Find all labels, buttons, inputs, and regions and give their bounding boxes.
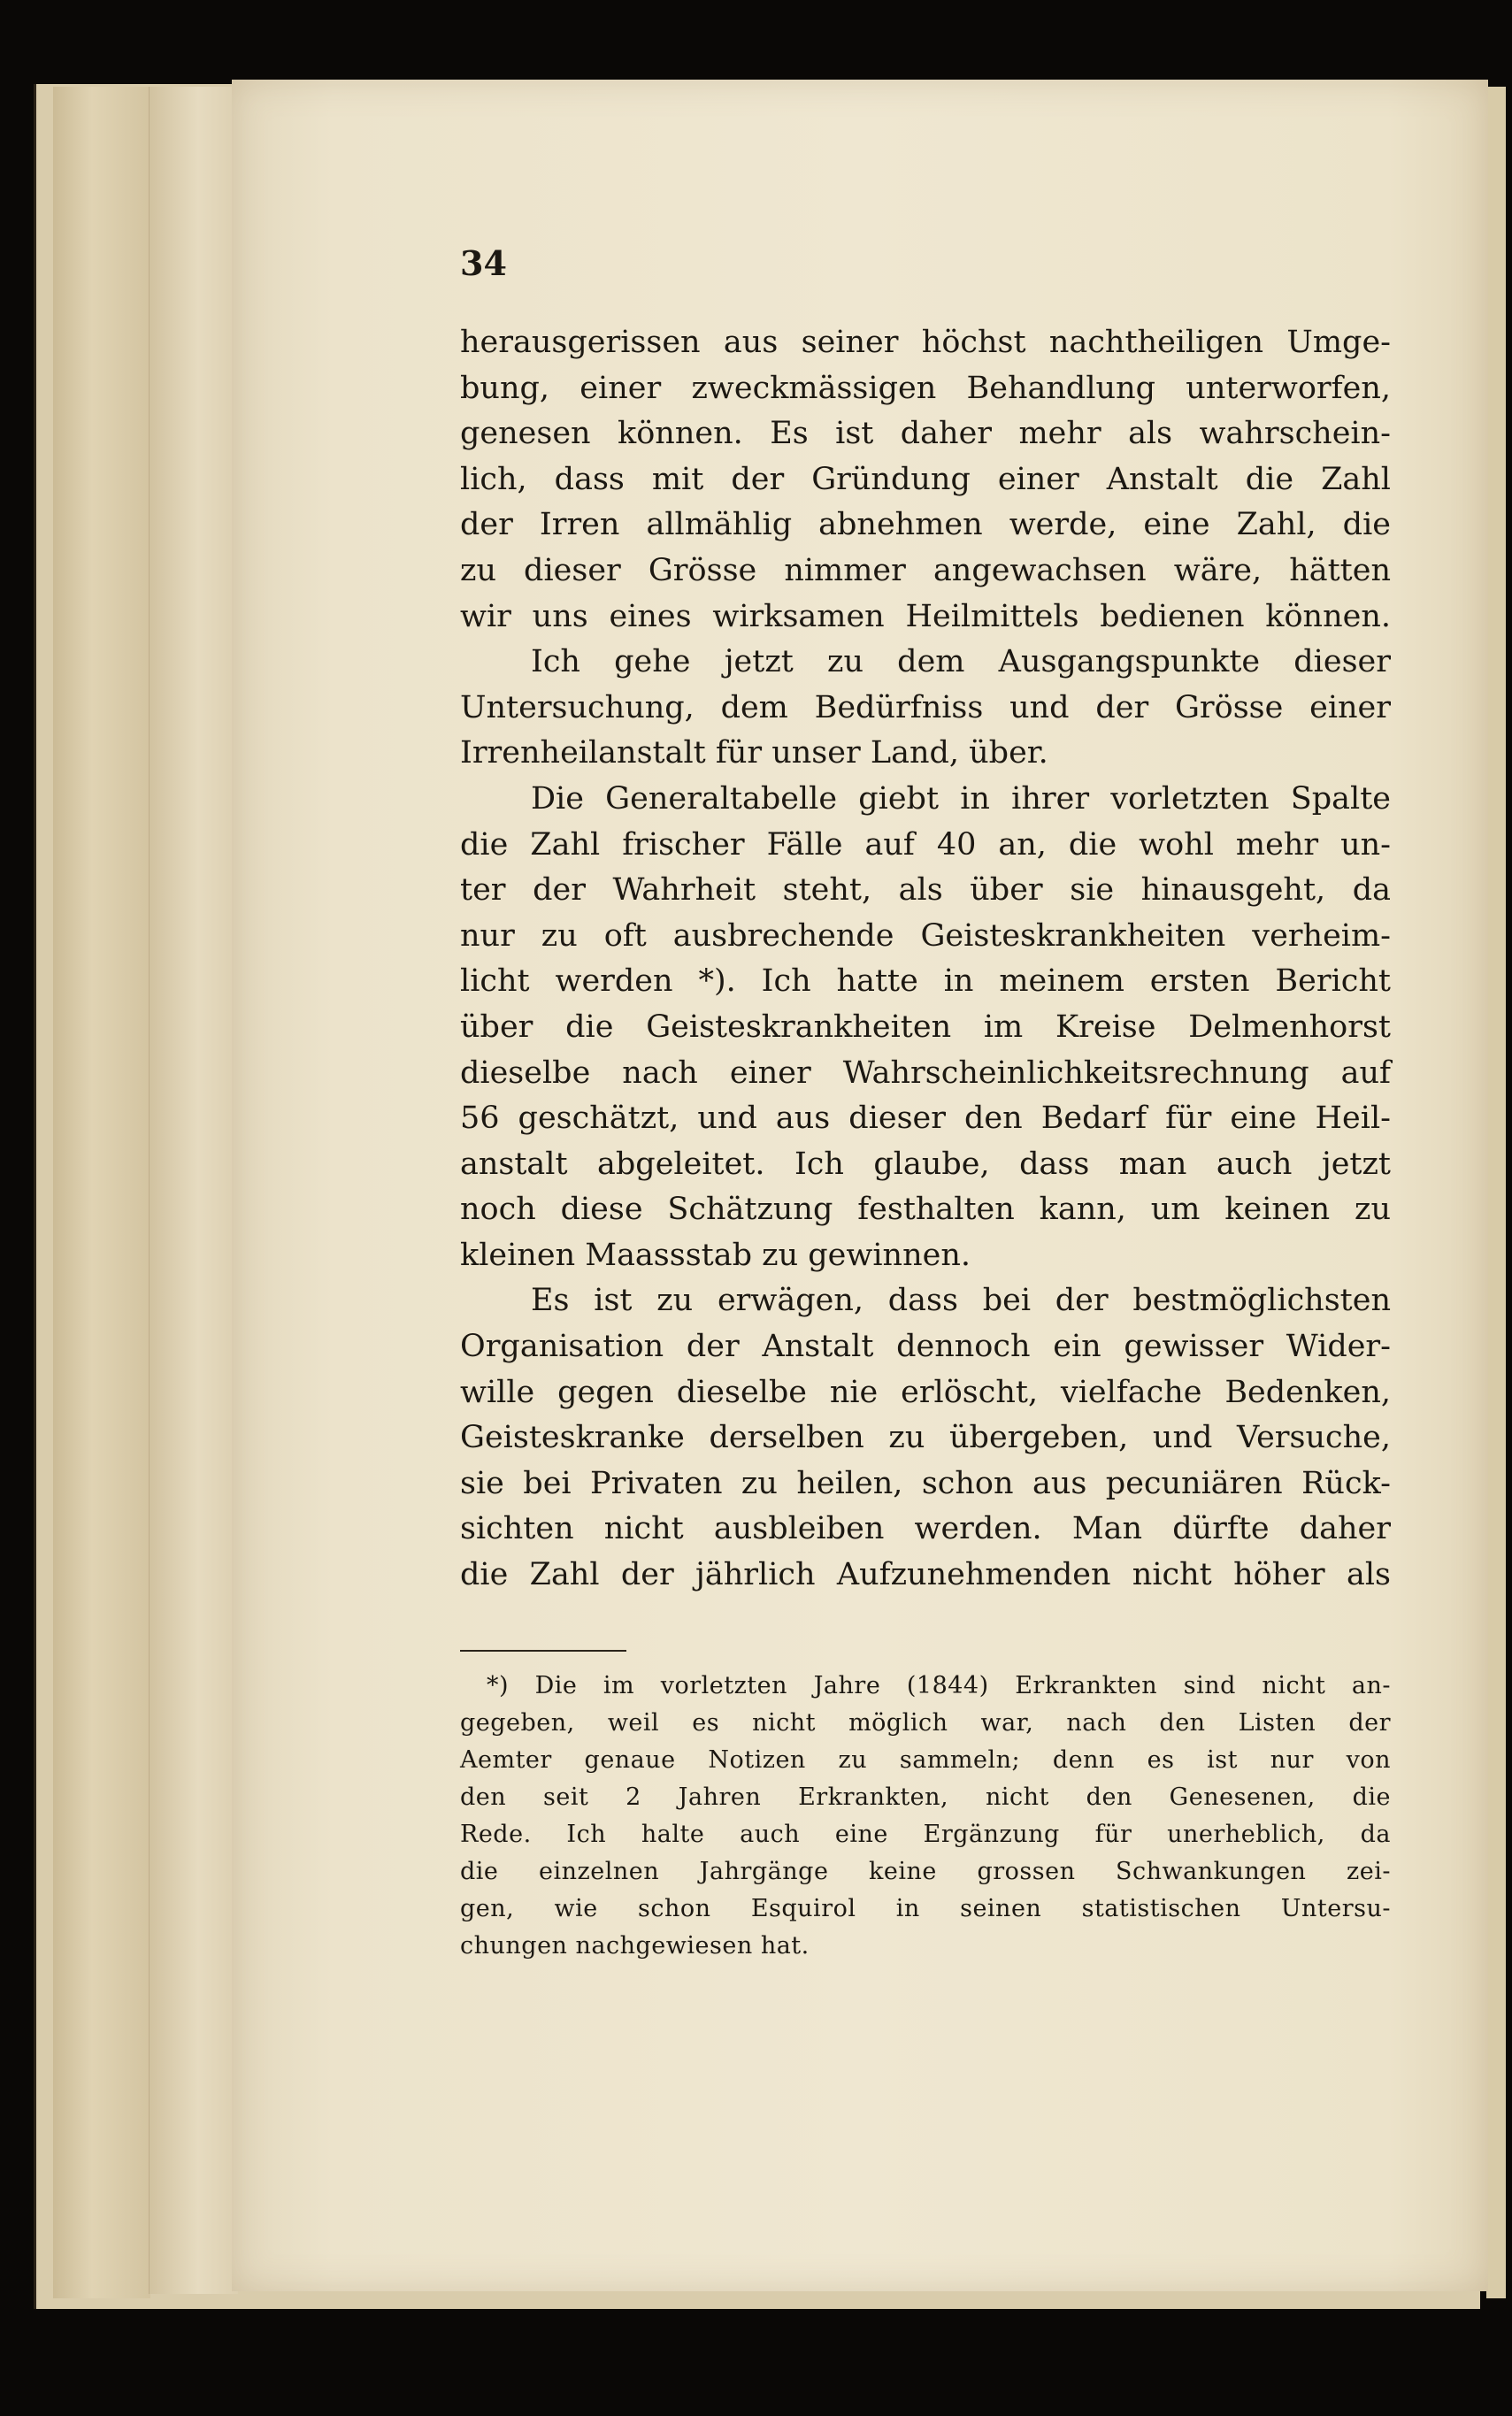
- footnote-line: gegeben, weil es nicht möglich war, nach den Listen der: [460, 1708, 1391, 1737]
- text-line: Organisation der Anstalt dennoch ein gewisser Wider-: [460, 1329, 1391, 1365]
- text-line: 56 geschätzt, und aus dieser den Bedarf für eine Heil-: [460, 1101, 1391, 1137]
- page-stack-edge: [149, 87, 238, 2294]
- text-line: sie bei Privaten zu heilen, schon aus pecuniären Rück-: [460, 1465, 1391, 1501]
- paragraph-start-line: Ich gehe jetzt zu dem Ausgangspunkte dieser: [531, 644, 1391, 680]
- text-line: genesen können. Es ist daher mehr als wahrschein-: [460, 416, 1391, 452]
- footnote-divider: [460, 1650, 626, 1652]
- footnote-line: chungen nachgewiesen hat.: [460, 1931, 810, 1960]
- text-line: anstalt abgeleitet. Ich glaube, dass man auch jetzt: [460, 1146, 1391, 1182]
- text-line: Irrenheilanstalt für unser Land, über.: [460, 735, 1048, 771]
- footnote: [460, 1668, 1391, 1965]
- page-number: 34: [460, 243, 507, 283]
- text-line: Untersuchung, dem Bedürfniss und der Grösse einer: [460, 689, 1391, 725]
- text-line: ter der Wahrheit steht, als über sie hinausgeht, da: [460, 872, 1391, 909]
- text-line: licht werden *). Ich hatte in meinem ersten Bericht: [460, 963, 1391, 1000]
- text-line: Geisteskranke derselben zu übergeben, und Versuche,: [460, 1420, 1391, 1456]
- footnote-line: die einzelnen Jahrgänge keine grossen Schwankungen zei-: [460, 1857, 1391, 1885]
- footnote-line: Rede. Ich halte auch eine Ergänzung für unerheblich, da: [460, 1820, 1391, 1848]
- text-line: sichten nicht ausbleiben werden. Man dürfte daher: [460, 1511, 1391, 1547]
- text-line: zu dieser Grösse nimmer angewachsen wäre, hätten: [460, 552, 1391, 588]
- body-text: [460, 320, 1391, 1599]
- page-text-block: [460, 243, 1391, 1965]
- text-line: die Zahl der jährlich Aufzunehmenden nicht höher als: [460, 1557, 1391, 1593]
- footnote-line: gen, wie schon Esquirol in seinen statistischen Untersu-: [460, 1894, 1391, 1922]
- text-line: kleinen Maassstab zu gewinnen.: [460, 1237, 971, 1273]
- text-line: wille gegen dieselbe nie erlöscht, vielfache Bedenken,: [460, 1374, 1391, 1410]
- text-line: dieselbe nach einer Wahrscheinlichkeitsrechnung auf: [460, 1055, 1391, 1091]
- footnote-line: Aemter genaue Notizen zu sammeln; denn es ist nur von: [460, 1745, 1391, 1774]
- footnote-line: den seit 2 Jahren Erkrankten, nicht den Genesenen, die: [460, 1783, 1391, 1811]
- text-line: lich, dass mit der Gründung einer Anstalt die Zahl: [460, 461, 1391, 497]
- text-line: bung, einer zweckmässigen Behandlung unterworfen,: [460, 370, 1391, 406]
- page-stack-edge: [53, 87, 150, 2298]
- text-line: über die Geisteskrankheiten im Kreise Delmenhorst: [460, 1009, 1391, 1045]
- text-line: wir uns eines wirksamen Heilmittels bedienen können.: [460, 598, 1391, 634]
- paragraph-start-line: Es ist zu erwägen, dass bei der bestmöglichsten: [531, 1283, 1391, 1319]
- page-stack-edge-right: [1486, 87, 1506, 2298]
- text-line: der Irren allmählig abnehmen werde, eine Zahl, die: [460, 507, 1391, 543]
- text-line: die Zahl frischer Fälle auf 40 an, die wohl mehr un-: [460, 826, 1391, 863]
- paragraph-start-line: Die Generaltabelle giebt in ihrer vorletzten Spalte: [531, 780, 1391, 817]
- text-line: nur zu oft ausbrechende Geisteskrankheiten verheim-: [460, 917, 1391, 954]
- text-line: herausgerissen aus seiner höchst nachtheiligen Umge-: [460, 325, 1391, 360]
- text-line: noch diese Schätzung festhalten kann, um keinen zu: [460, 1192, 1391, 1228]
- footnote-line: *) Die im vorletzten Jahre (1844) Erkrankten sind nicht an-: [487, 1671, 1391, 1699]
